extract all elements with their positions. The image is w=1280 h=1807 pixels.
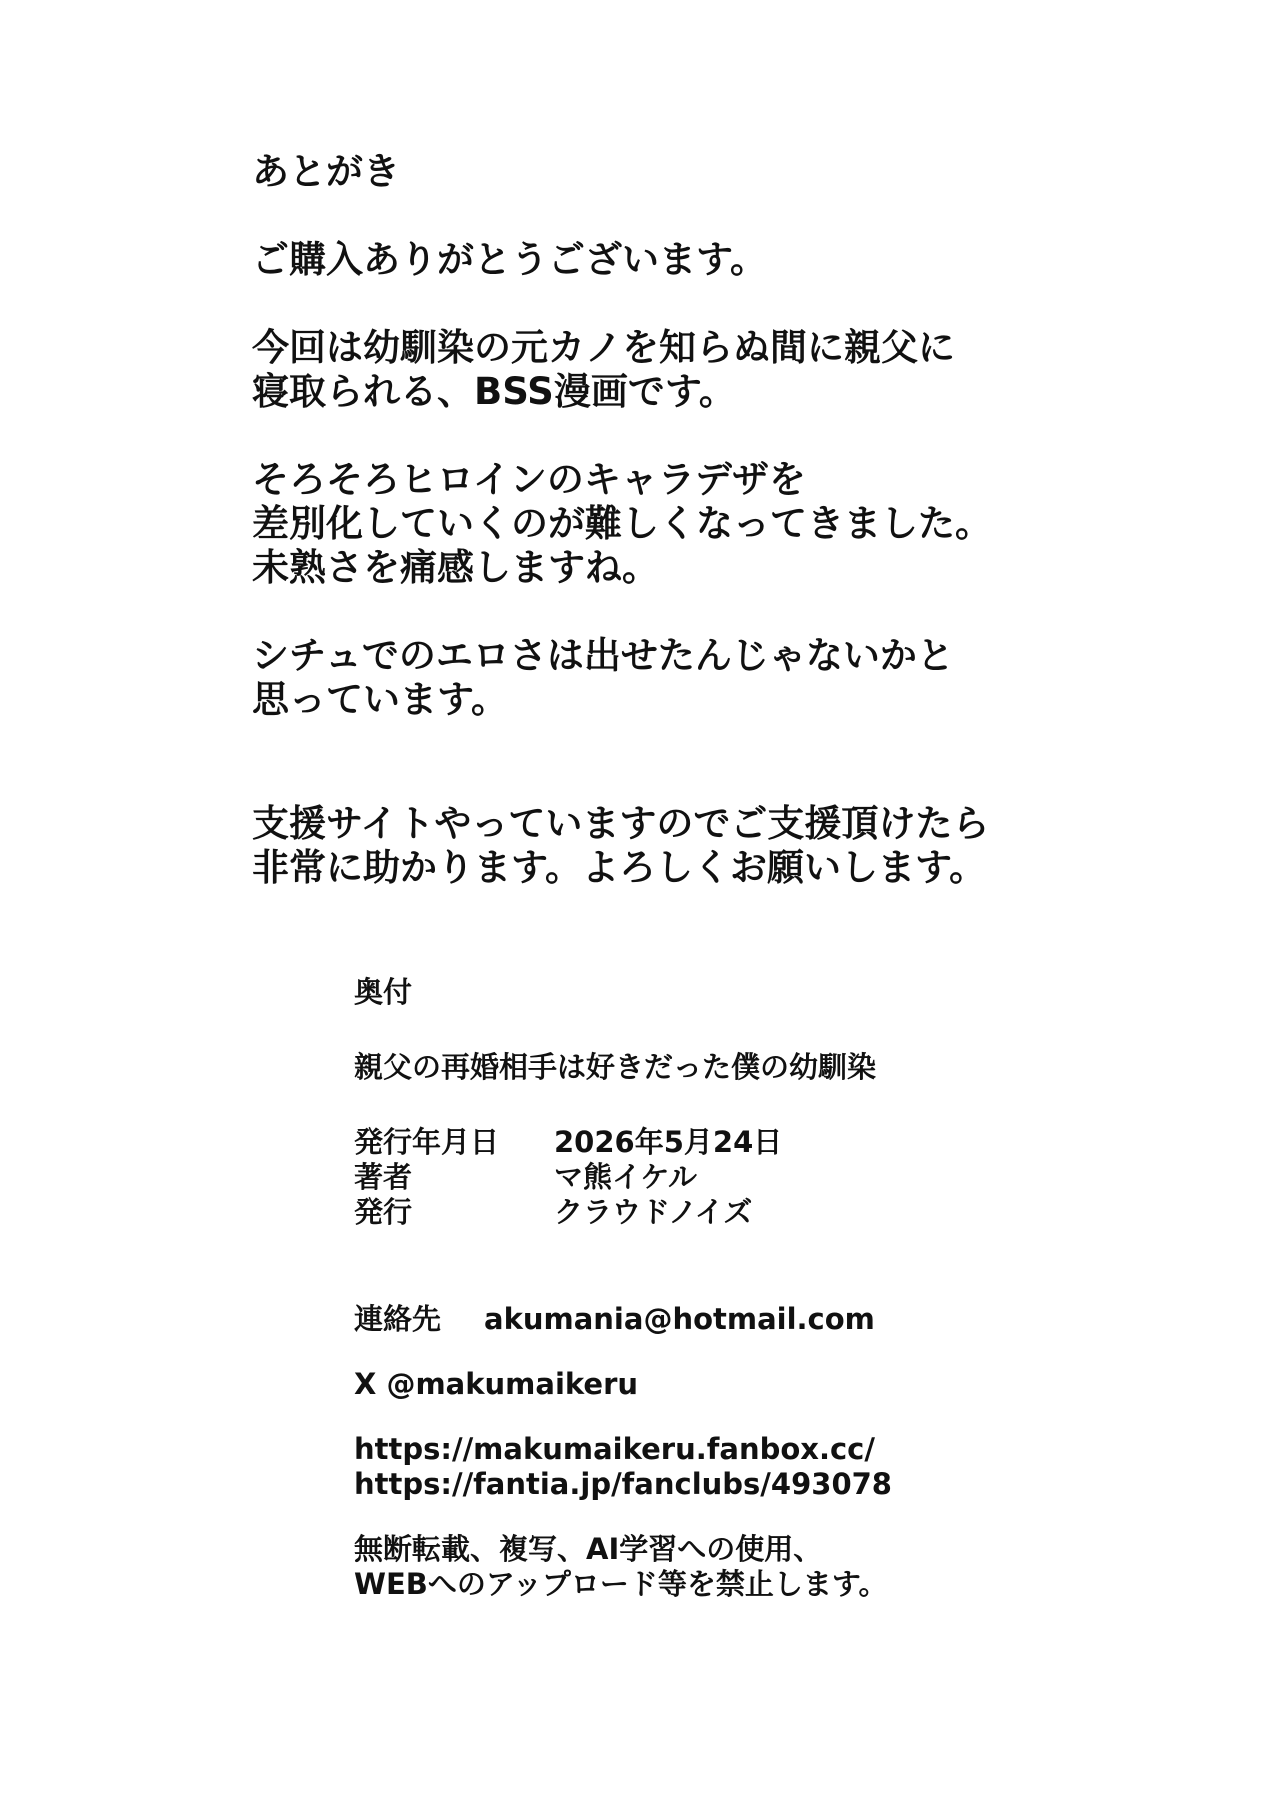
author-label: 著者 (354, 1160, 413, 1194)
publication-info (354, 1125, 1254, 1230)
publish-date-row (354, 1125, 1254, 1160)
paragraph-4 (252, 802, 1252, 890)
notice-line: 無断転載、複写、AI学習への使用、 (354, 1532, 823, 1566)
fantia-link: https://fantia.jp/fanclubs/493078 (354, 1467, 892, 1501)
contact-label: 連絡先 (354, 1302, 442, 1336)
paragraph-2-line: 差別化していくのが難しくなってきました。 (252, 502, 992, 545)
publish-date-label: 発行年月日 (354, 1125, 500, 1159)
paragraph-4-line: 支援サイトやっていますのでご支援頂けたら (252, 802, 990, 845)
fanbox-link: https://makumaikeru.fanbox.cc/ (354, 1432, 875, 1466)
paragraph-3-line: 思っています。 (252, 678, 509, 721)
book-title: 親父の再婚相手は好きだった僕の幼馴染 (354, 1050, 877, 1084)
paragraph-2 (252, 458, 1252, 590)
paragraph-2-line: そろそろヒロインのキャラデザを (252, 458, 806, 501)
afterword-section (252, 150, 1252, 890)
contact-email: akumania@hotmail.com (484, 1302, 875, 1336)
paragraph-4-line: 非常に助かります。よろしくお願いします。 (252, 846, 987, 889)
copyright-notice (354, 1532, 1254, 1602)
colophon-heading: 奥付 (354, 975, 413, 1009)
author-value: マ熊イケル (554, 1160, 697, 1194)
publisher-label: 発行 (354, 1195, 413, 1229)
author-row (354, 1160, 1254, 1195)
colophon-section (354, 975, 1254, 1602)
thanks-text: ご購入ありがとうございます。 (252, 238, 768, 281)
support-links (354, 1432, 1254, 1502)
paragraph-1 (252, 326, 1252, 414)
paragraph-3-line: シチュでのエロさは出せたんじゃないかと (252, 634, 954, 677)
publish-date-value: 2026年5月24日 (554, 1125, 783, 1159)
x-handle: X @makumaikeru (354, 1367, 639, 1401)
paragraph-1-line: 今回は幼馴染の元カノを知らぬ間に親父に (252, 326, 955, 369)
notice-line: WEBへのアップロード等を禁止します。 (354, 1567, 888, 1601)
afterword-heading: あとがき (252, 150, 400, 193)
paragraph-2-line: 未熟さを痛感しますね。 (252, 546, 659, 589)
contact-row (354, 1302, 1254, 1337)
paragraph-3 (252, 634, 1252, 722)
publisher-row (354, 1195, 1254, 1230)
paragraph-1-line: 寝取られる、BSS漫画です。 (252, 370, 736, 413)
publisher-value: クラウドノイズ (554, 1195, 753, 1229)
